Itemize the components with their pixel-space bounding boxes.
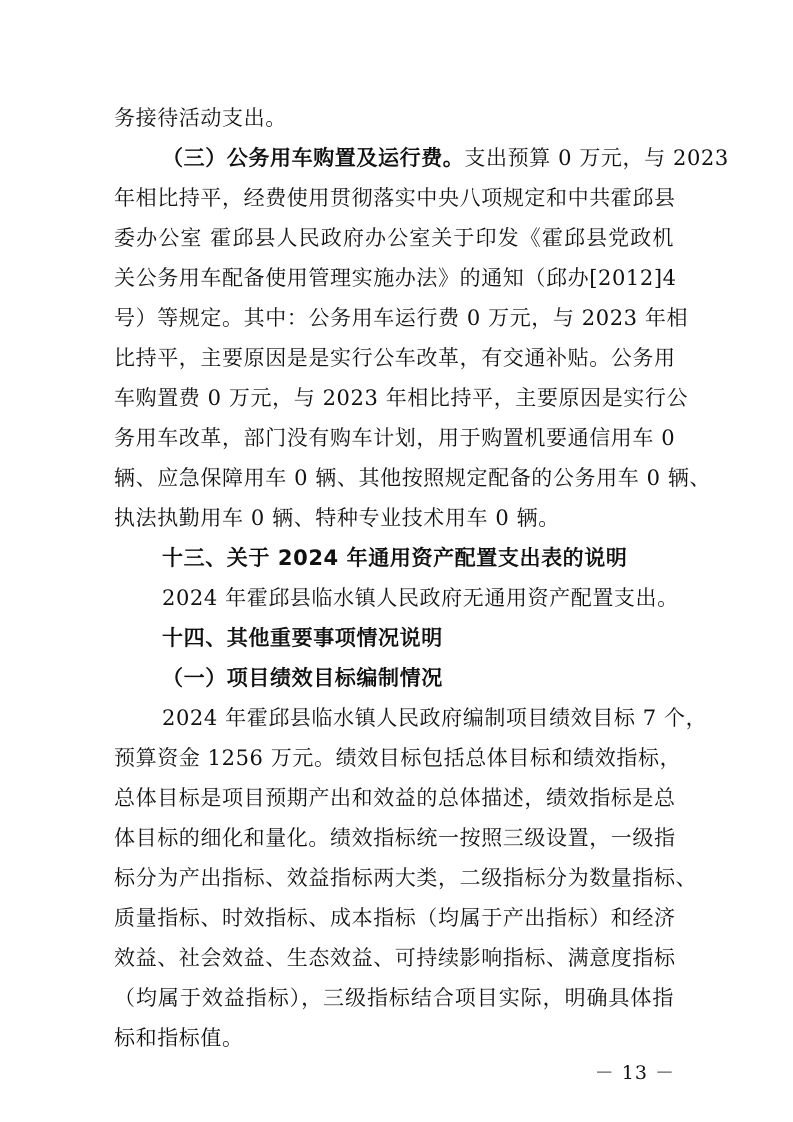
section-14-line-8: （均属于效益指标），三级指标结合项目实际，明确具体指 — [114, 986, 674, 1010]
section-13-body: 2024 年霍邱县临水镇人民政府无通用资产配置支出。 — [162, 586, 679, 610]
paragraph-car-line-9: 务用车改革，部门没有购车计划，用于购置机要通信用车 0 — [114, 426, 676, 450]
paragraph-car-line-10: 辆、应急保障用车 0 辆、其他按照规定配备的公务用车 0 辆、 — [114, 466, 712, 490]
section-13-heading: 十三、关于 2024 年通用资产配置支出表的说明 — [162, 546, 628, 570]
paragraph-car-lead: （三）公务用车购置及运行费。 — [162, 146, 465, 170]
paragraph-car-line-3: 年相比持平，经费使用贯彻落实中央八项规定和中共霍邱县 — [114, 186, 676, 210]
paragraph-car-line-8: 车购置费 0 万元，与 2023 年相比持平，主要原因是实行公 — [114, 386, 689, 410]
paragraph-car-line-5: 关公务用车配备使用管理实施办法》的通知（邱办[2012]4 — [114, 266, 677, 290]
paragraph-car-line-2-rest: 支出预算 0 万元，与 2023 — [464, 146, 729, 170]
section-14-line-3: 总体目标是项目预期产出和效益的总体描述，绩效指标是总 — [114, 786, 676, 810]
section-14-line-9: 标和指标值。 — [114, 1026, 244, 1050]
section-14-subheading: （一）项目绩效目标编制情况 — [162, 666, 443, 690]
section-14-line-6: 质量指标、时效指标、成本指标（均属于产出指标）和经济 — [114, 906, 676, 930]
section-14-line-7: 效益、社会效益、生态效益、可持续影响指标、满意度指标 — [114, 946, 676, 970]
section-14-line-4: 体目标的细化和量化。绩效指标统一按照三级设置，一级指 — [114, 826, 676, 850]
section-14-heading: 十四、其他重要事项情况说明 — [162, 626, 443, 650]
paragraph-car-line-1: 务接待活动支出。 — [114, 106, 287, 130]
paragraph-car-line-7: 比持平，主要原因是是实行公车改革，有交通补贴。公务用 — [114, 346, 676, 370]
paragraph-car-line-2 — [162, 143, 729, 173]
section-14-line-5: 标分为产出指标、效益指标两大类，二级指标分为数量指标、 — [114, 866, 698, 890]
section-14-line-2: 预算资金 1256 万元。绩效目标包括总体目标和绩效指标， — [114, 746, 682, 770]
paragraph-car-line-11: 执法执勤用车 0 辆、特种专业技术用车 0 辆。 — [114, 506, 560, 530]
page-number: － 13 － — [594, 1062, 675, 1084]
paragraph-car-line-4: 委办公室 霍邱县人民政府办公室关于印发《霍邱县党政机 — [114, 226, 674, 250]
section-14-line-1: 2024 年霍邱县临水镇人民政府编制项目绩效目标 7 个， — [162, 706, 708, 730]
paragraph-car-line-6: 号）等规定。其中：公务用车运行费 0 万元，与 2023 年相 — [114, 306, 689, 330]
